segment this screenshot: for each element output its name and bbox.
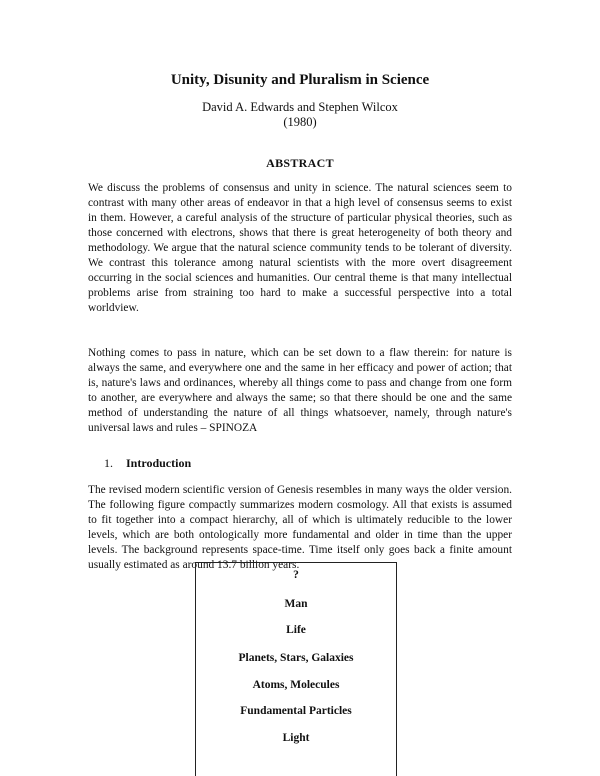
abstract-text: We discuss the problems of consensus and unity in science. The natural sciences seem to contrast with many other areas of endeavor in that a high level of consensus seems to exist in them. However, a careful analysis of the structure of particular physical theories, such as those concerned with electrons, shows that there is great heterogeneity of both theory and methodology. We argue that the natural science community tends to be tolerant of diversity. We contrast this tolerance among natural scientists with the more overt disagreement occurring in the social sciences and humanities. Our central theme is that many intellectual problems arise from straining too hard to make a successful perspective into a total worldview. bbox=[88, 182, 512, 314]
author-block bbox=[0, 100, 600, 130]
figure-level-fundamental-particles: Fundamental Particles bbox=[240, 705, 352, 717]
figure-level-life: Life bbox=[286, 624, 306, 636]
figure-level-light: Light bbox=[282, 732, 310, 744]
section-title: Introduction bbox=[126, 456, 192, 470]
epigraph-quote: Nothing comes to pass in nature, which can be set down to a flaw therein: for nature is always the same, and everywhere one and the same in her efficacy and power of action; that is, nature's laws and ordinances, whereby all things come to pass and change from one form to another, are everywhere and always the same; so that there should be one and the same method of understanding the nature of all things whatsoever, namely, through nature's universal laws and rules – SPINOZA bbox=[88, 347, 512, 434]
figure-level-unknown: ? bbox=[293, 569, 299, 581]
section-number: 1. bbox=[104, 456, 113, 470]
figure-level-planets-stars-galaxies: Planets, Stars, Galaxies bbox=[238, 652, 354, 664]
section-heading-introduction bbox=[104, 456, 191, 471]
paper-title: Unity, Disunity and Pluralism in Science bbox=[170, 72, 430, 88]
abstract-heading: ABSTRACT bbox=[266, 156, 334, 170]
figure-level-atoms-molecules: Atoms, Molecules bbox=[252, 679, 340, 691]
introduction-text: The revised modern scientific version of Genesis resembles in many ways the older version. The following figure compactly summarizes modern cosmology. All that exists is assumed to fit together into a compact hierarchy, all of which is ultimately reducible to the lower levels, which are both ontologically more fundamental and older in time than the upper levels. The background represents space-time. Time itself only goes back a finite amount usually estimated as around 13.7 billion years. bbox=[88, 484, 512, 571]
paper-authors: David A. Edwards and Stephen Wilcox bbox=[202, 100, 398, 114]
cosmology-hierarchy-figure bbox=[195, 562, 397, 776]
figure-level-man: Man bbox=[284, 598, 308, 610]
paper-year: (1980) bbox=[283, 115, 317, 129]
